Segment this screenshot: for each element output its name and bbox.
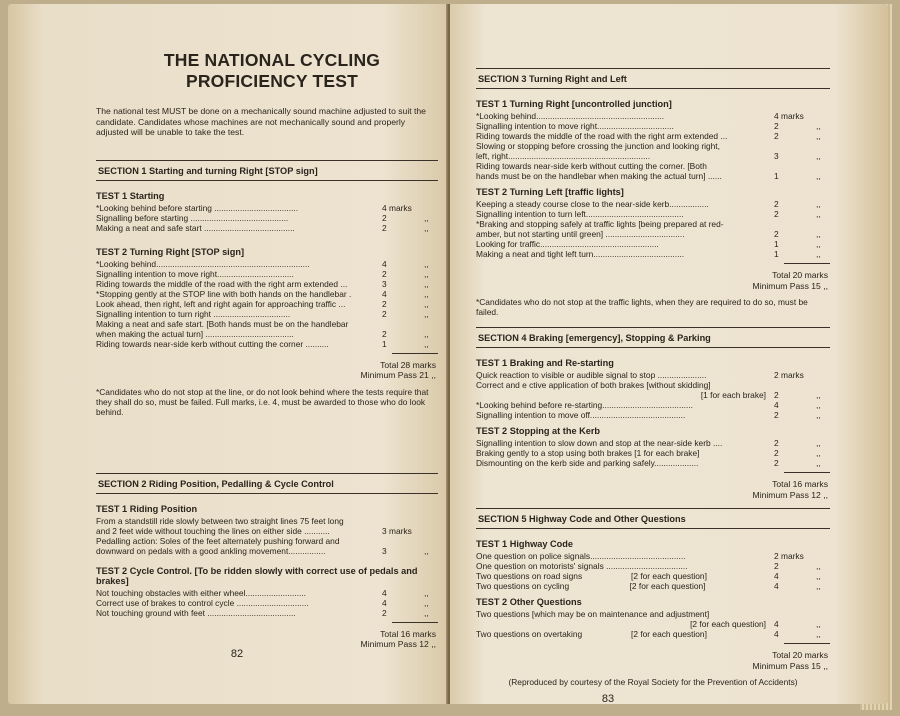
s5-test1-rows	[476, 551, 830, 591]
s3-totals	[476, 270, 830, 291]
score-row: Signalling intention to move right................................. 2 ,,	[476, 121, 821, 131]
total-marks: Total 16 marks	[772, 479, 828, 489]
total-rule	[784, 643, 830, 644]
score-row: Dismounting on the kerb side and parking safely................... 2 ,,	[476, 458, 821, 468]
score-row: Correct use of brakes to control cycle ............................... 4 ,,	[96, 597, 429, 608]
score-row: Making a neat and safe start ....................................... 2 ,,	[96, 222, 429, 233]
s3-test1-title: TEST 1 Turning Right [uncontrolled junction]	[476, 99, 672, 109]
intro-paragraph: The national test MUST be done on a mechanically sound machine adjusted to suit the candidate. Candidates whose machines are not mechanically sound and properly adjusted will be unable to take the test.	[96, 106, 426, 137]
open-book	[8, 4, 892, 712]
score-row: One question on motorists' signals ................................... 2 ,,	[476, 561, 821, 571]
s1-test2-title: TEST 2 Turning Right [STOP sign]	[96, 246, 245, 257]
total-marks: Total 28 marks	[380, 359, 436, 370]
score-row: Riding towards near-side kerb without cutting the corner .......... 1 ,,	[96, 338, 429, 349]
score-row: Slowing or stopping before crossing the junction and looking right,	[476, 141, 720, 151]
right-page	[450, 4, 888, 704]
total-rule	[784, 472, 830, 473]
s2-test1-rows	[96, 516, 438, 556]
left-page	[8, 4, 448, 704]
total-rule	[784, 263, 830, 264]
minimum-pass: Minimum Pass 15 ,,	[752, 280, 828, 291]
section5-heading: SECTION 5 Highway Code and Other Questions	[476, 508, 830, 529]
score-row: Signalling intention to move right................................. 2 ,,	[96, 268, 429, 279]
score-row: Correct and e ctive application of both brakes [without skidding]	[476, 380, 711, 390]
score-row: *Looking behind....................................................... 4 marks	[476, 111, 804, 121]
score-row: Signalling intention to slow down and stop at the near-side kerb .... 2 ,,	[476, 438, 821, 448]
score-row: Riding towards the middle of the road with the right arm extended ... 3 ,,	[96, 278, 429, 289]
section4-heading: SECTION 4 Braking [emergency], Stopping & Parking	[476, 327, 830, 348]
credit-line: (Reproduced by courtesy of the Royal Society for the Prevention of Accidents)	[508, 677, 798, 687]
total-marks: Total 20 marks	[772, 650, 828, 660]
score-row: *Braking and stopping safely at traffic lights [being prepared at red-	[476, 219, 724, 229]
score-row: *Looking behind before starting .................................... 4 marks	[96, 202, 412, 213]
score-row: [2 for each question] 4 ,,	[690, 619, 821, 629]
s2-test2-title: TEST 2 Cycle Control. [To be ridden slowly with correct use of pedals and brakes]	[96, 565, 418, 586]
page-title: THE NATIONAL CYCLING PROFICIENCY TEST	[163, 50, 381, 91]
s4-totals	[476, 479, 830, 500]
total-rule	[392, 622, 438, 623]
score-row: hands must be on the handlebar when making the actual turn] ...... 1 ,,	[476, 171, 821, 181]
score-row: *Looking behind.................................................................. 4 ,,	[96, 258, 429, 269]
s3-test2-rows	[476, 199, 830, 259]
score-row: Looking for traffic................................................... 1 ,,	[476, 239, 821, 249]
s3-note: *Candidates who do not stop at the traffic lights, when they are required to do so, must be failed.	[476, 297, 808, 317]
total-marks: Total 20 marks	[772, 270, 828, 280]
score-row: Braking gently to a stop using both brakes [1 for each brake] 2 ,,	[476, 448, 821, 458]
s4-test1-title: TEST 1 Braking and Re-starting	[476, 358, 614, 368]
s3-test2-title: TEST 2 Turning Left [traffic lights]	[476, 187, 624, 197]
total-marks: Total 16 marks	[380, 628, 436, 639]
section3-heading: SECTION 3 Turning Right and Left	[476, 68, 830, 89]
score-row: Signalling intention to turn right ................................. 2 ,,	[96, 308, 429, 319]
score-row: Not touching obstacles with either wheel.......................... 4 ,,	[96, 587, 429, 598]
s1-test1-rows	[96, 203, 438, 233]
page-number-right: 83	[601, 693, 615, 704]
section2-heading: SECTION 2 Riding Position, Pedalling & Cycle Control	[96, 473, 438, 494]
score-row: Quick reaction to visible or audible signal to stop ..................... 2 marks	[476, 370, 804, 380]
score-row: Riding towards the middle of the road with the right arm extended ... 2 ,,	[476, 131, 821, 141]
s1-test1-title: TEST 1 Starting	[96, 190, 165, 201]
total-rule	[392, 353, 438, 354]
score-row: Not touching ground with feet ...................................... 2 ,,	[96, 607, 429, 618]
score-row: Two questions on road signs [2 for each question] 4 ,,	[476, 571, 821, 581]
score-row: Making a neat and tight left turn....................................... 1 ,,	[476, 249, 821, 259]
s1-totals	[96, 360, 438, 381]
minimum-pass: Minimum Pass 12 ,,	[752, 489, 828, 500]
score-row: and 2 feet wide without touching the lines on either side ........... 3 marks	[96, 525, 412, 536]
score-row: [1 for each brake] 2 ,,	[700, 390, 821, 400]
score-row: Signalling intention to move off......................................... 2 ,,	[476, 410, 821, 420]
score-row: Two questions on cycling [2 for each question] 4 ,,	[476, 581, 821, 591]
score-row: *Looking behind before re-starting....................................... 4 ,,	[476, 400, 821, 410]
score-row: Riding towards near-side kerb without cutting the corner. [Both	[476, 161, 707, 171]
s2-test1-title: TEST 1 Riding Position	[96, 503, 198, 514]
score-row: Signalling intention to turn left.......................................... 2 ,,	[476, 209, 821, 219]
page-number-left: 82	[230, 647, 244, 660]
score-row: From a standstill ride slowly between two straight lines 75 feet long	[96, 515, 344, 526]
minimum-pass: Minimum Pass 12 ,,	[360, 639, 436, 649]
s5-test2-title: TEST 2 Other Questions	[476, 597, 582, 607]
score-row: Making a neat and safe start. [Both hands must be on the handlebar	[96, 318, 349, 329]
s5-test1-title: TEST 1 Highway Code	[476, 539, 573, 549]
score-row: amber, but not starting until green] .................................. 2 ,,	[476, 229, 821, 239]
minimum-pass: Minimum Pass 15 ,,	[752, 660, 828, 671]
s5-test2-rows	[476, 609, 830, 639]
score-row: Keeping a steady course close to the near-side kerb................. 2 ,,	[476, 199, 821, 209]
s1-test2-rows	[96, 259, 438, 349]
score-row: Signalling before starting .......................................... 2 ,,	[96, 212, 429, 223]
s2-test2-rows	[96, 588, 438, 618]
score-row: Two questions on overtaking [2 for each question] 4 ,,	[476, 629, 821, 639]
score-row: One question on police signals......................................... 2 marks	[476, 551, 804, 561]
s4-test2-rows	[476, 438, 830, 468]
section1-heading: SECTION 1 Starting and turning Right [STOP sign]	[96, 160, 438, 181]
score-row: Pedalling action: Soles of the feet alternately pushing forward and	[96, 535, 340, 546]
score-row: *Stopping gently at the STOP line with both hands on the handlebar . 4 ,,	[96, 288, 429, 299]
s2-totals	[96, 629, 438, 650]
score-row: left, right............................................................. 3 ,,	[476, 151, 821, 161]
s5-totals	[476, 650, 830, 671]
minimum-pass: Minimum Pass 21 ,,	[360, 370, 436, 380]
s3-test1-rows	[476, 111, 830, 181]
score-row: downward on pedals with a good ankling movement................ 3 ,,	[96, 545, 429, 556]
score-row: Two questions [which may be on maintenance and adjustment]	[476, 609, 710, 619]
s4-test2-title: TEST 2 Stopping at the Kerb	[476, 426, 601, 436]
score-row: Look ahead, then right, left and right again for approaching traffic ... 2 ,,	[96, 298, 429, 309]
s4-test1-rows	[476, 370, 830, 420]
score-row: when making the actual turn] ...................................... 2 ,,	[96, 328, 429, 339]
s1-note: *Candidates who do not stop at the line, or do not look behind where the tests require that they shall do so, must be failed. Full marks, i.e. 4, must be awarded to those who do look behind.	[96, 386, 429, 417]
